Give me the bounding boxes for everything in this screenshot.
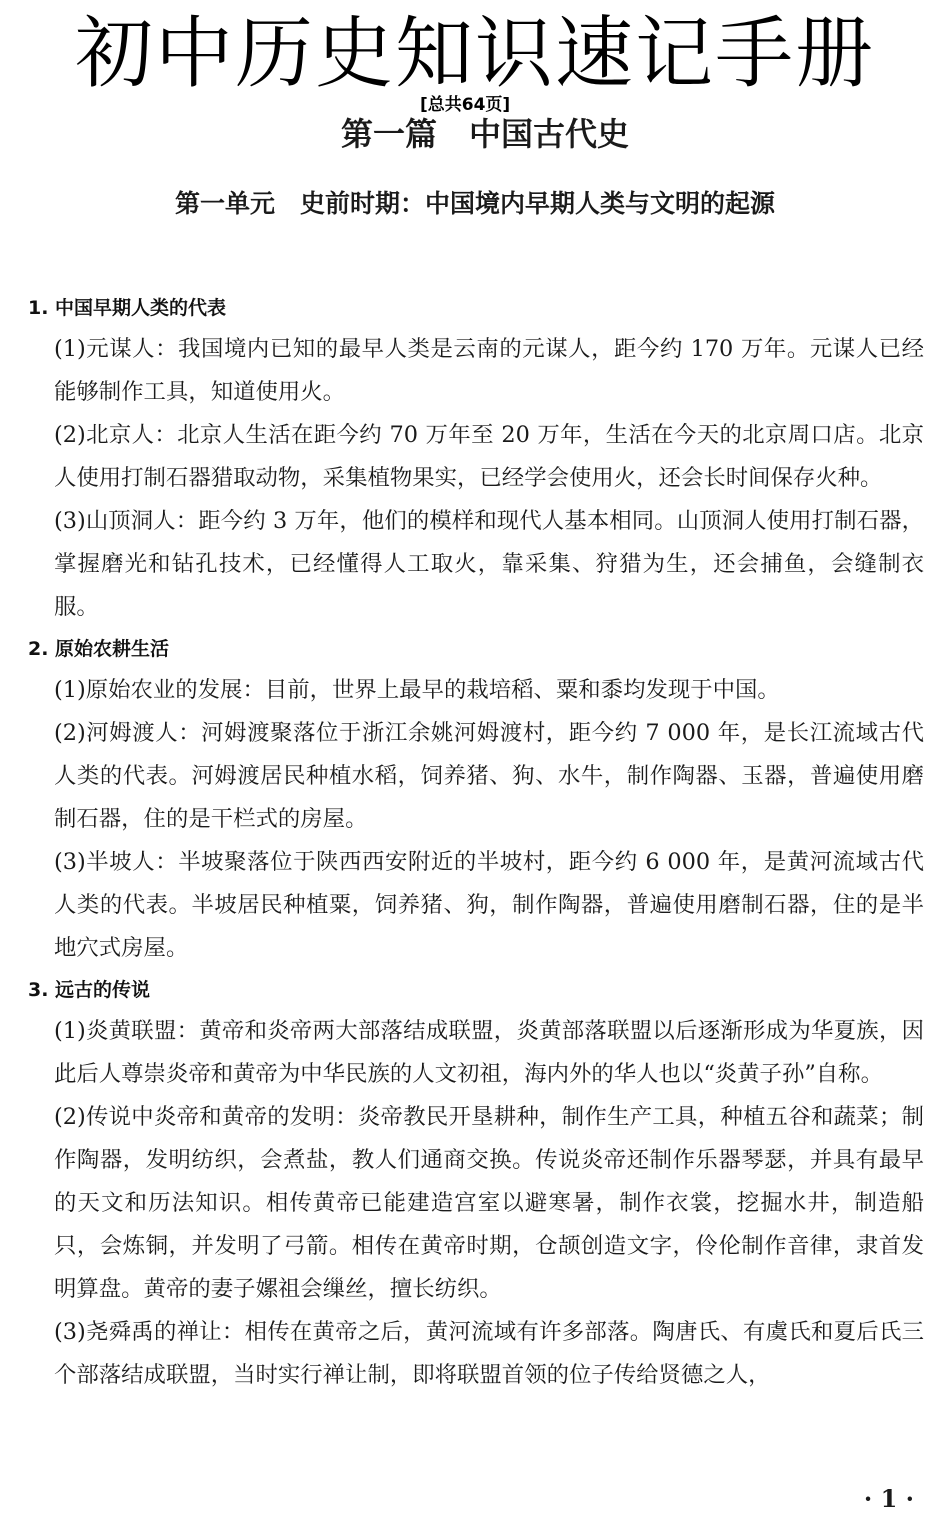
section-early-humans <box>28 288 924 629</box>
unit-title: 第一单元 史前时期：中国境内早期人类与文明的起源 <box>174 189 775 218</box>
page-number: · 1 · <box>863 1484 914 1513</box>
paragraph: (1)元谋人：我国境内已知的最早人类是云南的元谋人，距今约 170 万年。元谋人已经能够制作工具，知道使用火。 <box>54 336 924 405</box>
content-body <box>28 288 924 1397</box>
section-heading: 2. 原始农耕生活 <box>28 638 170 660</box>
paragraph: (1)炎黄联盟：黄帝和炎帝两大部落结成联盟，炎黄部落联盟以后逐渐形成为华夏族，因此后人尊崇炎帝和黄帝为中华民族的人文初祖，海内外的华人也以“炎黄子孙”自称。 <box>54 1018 924 1087</box>
paragraph: (2)北京人：北京人生活在距今约 70 万年至 20 万年，生活在今天的北京周口店。北京人使用打制石器猎取动物，采集植物果实，已经学会使用火，还会长时间保存火种。 <box>54 422 924 491</box>
section-heading: 3. 远古的传说 <box>28 979 151 1001</box>
paragraph: (2)传说中炎帝和黄帝的发明：炎帝教民开垦耕种，制作生产工具，种植五谷和蔬菜；制作陶器，发明纺织，会煮盐，教人们通商交换。传说炎帝还制作乐器琴瑟，并具有最早的天文和历法知识。相传黄帝已能建造宫室以避寒暑，制作衣裳，挖掘水井，制造船只，会炼铜，并发明了弓箭。相传在黄帝时期，仓颉创造文字，伶伦制作音律，隶首发明算盘。黄帝的妻子嫘祖会缫丝，擅长纺织。 <box>54 1104 924 1302</box>
paragraph: (1)原始农业的发展：目前，世界上最早的栽培稻、粟和黍均发现于中国。 <box>54 677 780 703</box>
paragraph: (3)半坡人：半坡聚落位于陕西西安附近的半坡村，距今约 6 000 年，是黄河流域古代人类的代表。半坡居民种植粟，饲养猪、狗，制作陶器，普遍使用磨制石器，住的是半地穴式房屋。 <box>54 849 924 961</box>
part-title: 第一篇 中国古代史 <box>340 115 629 153</box>
section-ancient-legends <box>28 970 924 1397</box>
paragraph: (2)河姆渡人：河姆渡聚落位于浙江余姚河姆渡村，距今约 7 000 年，是长江流域古代人类的代表。河姆渡居民种植水稻，饲养猪、狗、水牛，制作陶器、玉器，普遍使用磨制石器，住的是干栏式的房屋。 <box>54 720 924 832</box>
book-title: 初中历史知识速记手册 <box>74 9 875 99</box>
paragraph: (3)尧舜禹的禅让：相传在黄帝之后，黄河流域有许多部落。陶唐氏、有虞氏和夏后氏三个部落结成联盟，当时实行禅让制，即将联盟首领的位子传给贤德之人， <box>54 1319 924 1388</box>
paragraph: (3)山顶洞人：距今约 3 万年，他们的模样和现代人基本相同。山顶洞人使用打制石器，掌握磨光和钻孔技术，已经懂得人工取火，靠采集、狩猎为生，还会捕鱼，会缝制衣服。 <box>54 508 924 620</box>
section-heading: 1. 中国早期人类的代表 <box>28 297 227 319</box>
section-primitive-farming <box>28 629 924 970</box>
page-count-label: [总共64页] <box>420 95 511 115</box>
